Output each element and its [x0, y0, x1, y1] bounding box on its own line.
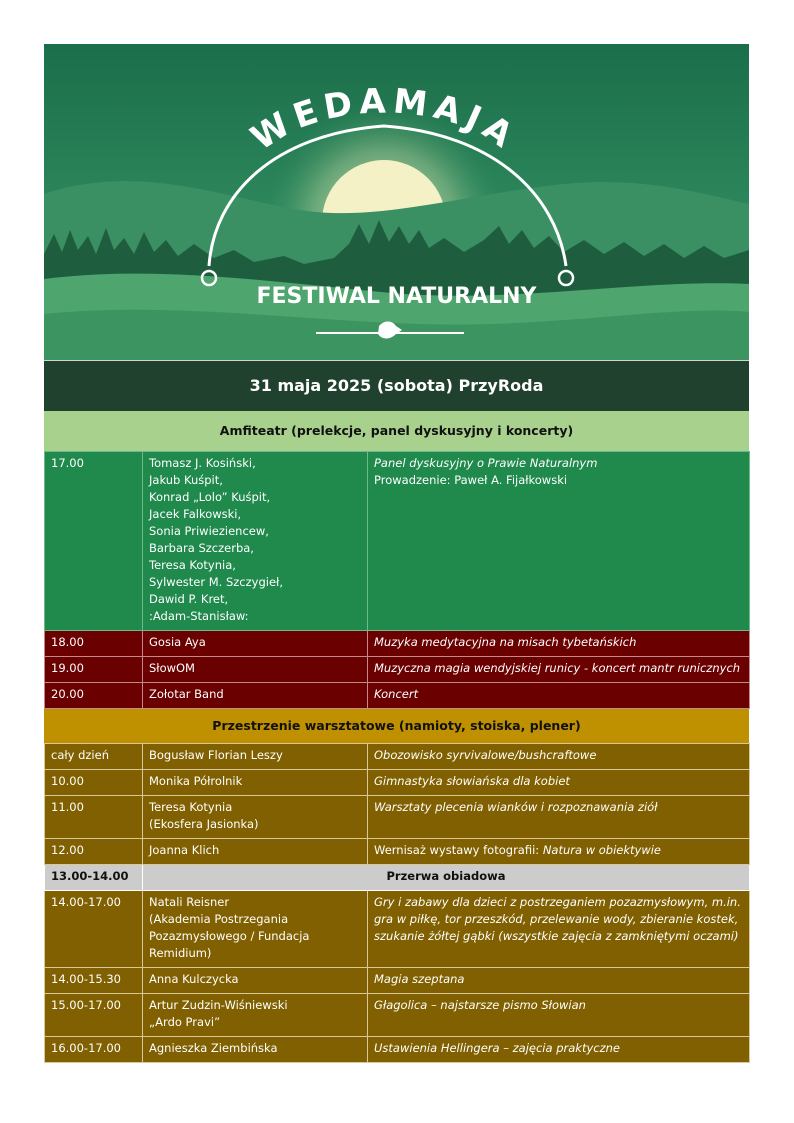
table-row [45, 994, 750, 1037]
amfiteatr-schedule-table [44, 451, 750, 709]
event-title: Panel dyskusyjny o Prawie Naturalnym [374, 456, 598, 470]
event-cell: Magia szeptana [368, 968, 750, 994]
person: Teresa Kotynia [149, 800, 233, 814]
table-row [45, 631, 750, 657]
table-row [45, 796, 750, 839]
people-cell: Joanna Klich [143, 839, 368, 865]
section-amfiteatr: Amfiteatr (prelekcje, panel dyskusyjny i koncerty) [44, 411, 749, 451]
table-row [45, 744, 750, 770]
table-row [45, 891, 750, 968]
person-affiliation: Pozazmysłowego / Fundacja [149, 929, 310, 943]
time-cell: cały dzień [45, 744, 143, 770]
people-cell [143, 891, 368, 968]
event-cell: Ustawienia Hellingera – zajęcia praktyczne [368, 1037, 750, 1063]
people-cell [143, 796, 368, 839]
warsztaty-schedule-table [44, 743, 750, 1063]
table-row [45, 1037, 750, 1063]
time-cell: 17.00 [45, 452, 143, 631]
time-cell: 16.00-17.00 [45, 1037, 143, 1063]
time-cell: 13.00-14.00 [45, 865, 143, 891]
people-cell: Monika Półrolnik [143, 770, 368, 796]
person-alias: „Ardo Pravi” [149, 1015, 221, 1029]
event-cell: Gimnastyka słowiańska dla kobiet [368, 770, 750, 796]
time-cell: 14.00-15.30 [45, 968, 143, 994]
time-cell: 14.00-17.00 [45, 891, 143, 968]
person: Artur Zudzin-Wiśniewski [149, 998, 288, 1012]
time-cell: 10.00 [45, 770, 143, 796]
event-host: Prowadzenie: Paweł A. Fijałkowski [374, 473, 568, 487]
time-cell: 20.00 [45, 683, 143, 709]
break-row [45, 865, 750, 891]
people-cell: Gosia Aya [143, 631, 368, 657]
person: Sylwester M. Szczygieł, [149, 575, 283, 589]
person: Tomasz J. Kosiński, [149, 456, 256, 470]
festival-banner [44, 44, 749, 360]
person: Barbara Szczerba, [149, 541, 254, 555]
table-row [45, 683, 750, 709]
person: Teresa Kotynia, [149, 558, 236, 572]
time-cell: 15.00-17.00 [45, 994, 143, 1037]
time-cell: 12.00 [45, 839, 143, 865]
landscape-illustration [44, 44, 749, 360]
people-cell: SłowOM [143, 657, 368, 683]
people-cell [143, 452, 368, 631]
event-cell: Muzyka medytacyjna na misach tybetańskich [368, 631, 750, 657]
table-row [45, 657, 750, 683]
person: Natali Reisner [149, 895, 230, 909]
program-page [44, 44, 749, 1063]
event-cell: Głagolica – najstarsze pismo Słowian [368, 994, 750, 1037]
event-cell: Gry i zabawy dla dzieci z postrzeganiem pozazmysłowym, m.in. gra w piłkę, tor przeszkód, przelewanie wody, zbieranie kostek, szukanie żółtej gąbki (wszystkie zajęcia z zamkniętymi oczami) [368, 891, 750, 968]
people-cell: Anna Kulczycka [143, 968, 368, 994]
person: :Adam-Stanisław: [149, 609, 249, 623]
person: Jakub Kuśpit, [149, 473, 223, 487]
people-cell [143, 994, 368, 1037]
time-cell: 19.00 [45, 657, 143, 683]
person: Konrad „Lolo” Kuśpit, [149, 490, 271, 504]
person: Sonia Priwieziencew, [149, 524, 269, 538]
event-cell [368, 452, 750, 631]
event-cell: Koncert [368, 683, 750, 709]
event-prefix: Wernisaż wystawy fotografii: [374, 843, 543, 857]
time-cell: 11.00 [45, 796, 143, 839]
table-row [45, 452, 750, 631]
table-row [45, 968, 750, 994]
person-affiliation: (Akademia Postrzegania [149, 912, 289, 926]
event-cell: Muzyczna magia wendyjskiej runicy - koncert mantr runicznych [368, 657, 750, 683]
people-cell: Agnieszka Ziembińska [143, 1037, 368, 1063]
person-affiliation: Remidium) [149, 946, 212, 960]
people-cell: Bogusław Florian Leszy [143, 744, 368, 770]
section-warsztaty: Przestrzenie warsztatowe (namioty, stoiska, plener) [44, 709, 749, 743]
event-cell [368, 839, 750, 865]
date-header: 31 maja 2025 (sobota) PrzyRoda [44, 360, 749, 411]
event-cell: Obozowisko syrvivalowe/bushcraftowe [368, 744, 750, 770]
time-cell: 18.00 [45, 631, 143, 657]
event-cell: Warsztaty plecenia wianków i rozpoznawania ziół [368, 796, 750, 839]
arc-title: WEDAMAJA [244, 81, 525, 160]
table-row [45, 770, 750, 796]
person-affiliation: (Ekosfera Jasionka) [149, 817, 259, 831]
event-title: Natura w obiektywie [542, 843, 662, 857]
person: Dawid P. Kret, [149, 592, 229, 606]
people-cell: Zołotar Band [143, 683, 368, 709]
table-row [45, 839, 750, 865]
banner-subtitle: FESTIWAL NATURALNY [256, 284, 537, 309]
break-label: Przerwa obiadowa [143, 865, 750, 891]
person: Jacek Falkowski, [149, 507, 242, 521]
